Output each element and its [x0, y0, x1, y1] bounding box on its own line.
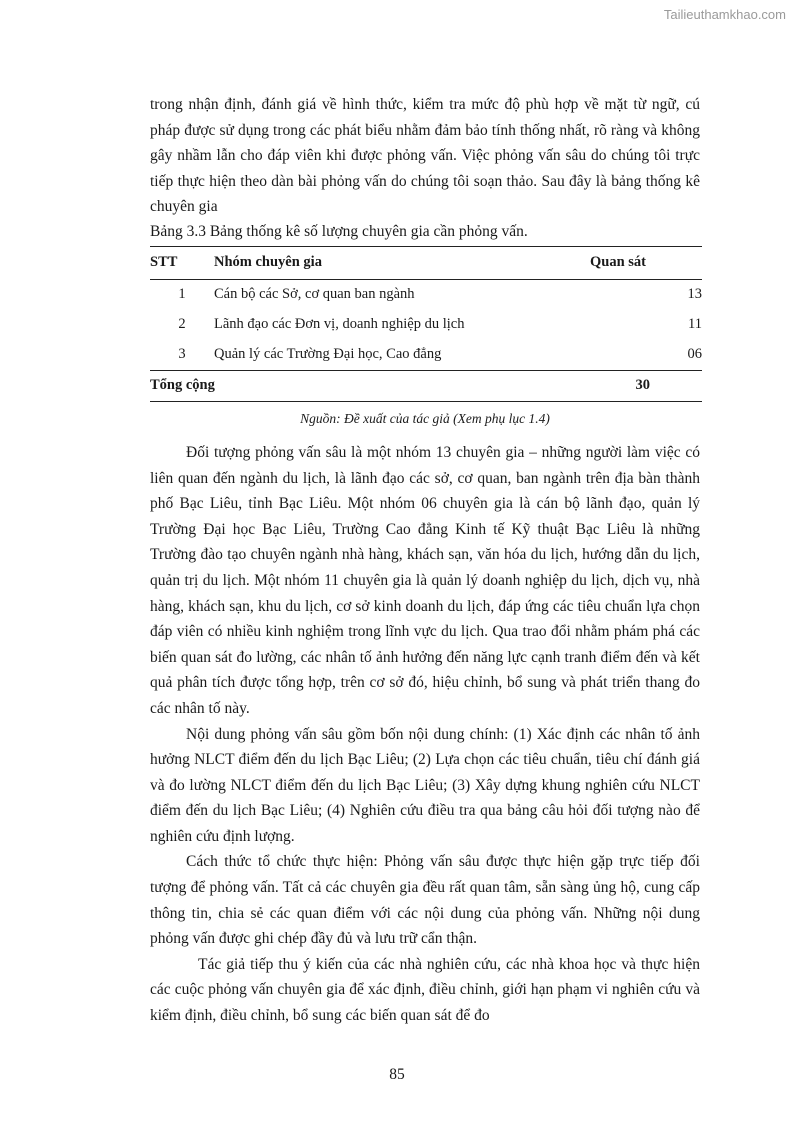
- row-group: Cán bộ các Sở, cơ quan ban ngành: [214, 286, 415, 303]
- row-stt: 2: [178, 316, 186, 333]
- expert-statistics-table: [150, 246, 702, 402]
- row-count: 13: [687, 286, 702, 303]
- table-row: [150, 340, 702, 371]
- watermark: Tailieuthamkhao.com: [663, 7, 786, 22]
- paragraph-interviewees: Đối tượng phỏng vấn sâu là một nhóm 13 chuyên gia – những người làm việc có liên quan đến ngành du lịch, là lãnh đạo các sở, cơ quan, ban ngành trên địa bàn thành phố Bạc Liêu, tỉnh Bạc Liêu. Một nhóm 06 chuyên gia là cán bộ lãnh đạo, quản lý Trường Đại học Bạc Liêu, Trường Cao đẳng Kinh tế Kỹ thuật Bạc Liêu là những Trường đào tạo chuyên ngành nhà hàng, khách sạn, văn hóa du lịch, hướng dẫn du lịch, quản trị du lịch. Một nhóm 11 chuyên gia là quản lý doanh nghiệp du lịch, dịch vụ, nhà hàng, khách sạn, khu du lịch, cơ sở kinh doanh du lịch, đáp ứng các tiêu chuẩn lựa chọn đáp viên có nhiều kinh nghiệm trong lĩnh vực du lịch. Qua trao đổi nhằm phám phá các biến quan sát đo lường, các nhân tố ảnh hưởng đến năng lực cạnh tranh điểm đến và kết quả phân tích được tổng hợp, trên cơ sở đó, hiệu chỉnh, bổ sung và phát triển thang đo các nhân tố này.: [150, 443, 700, 717]
- paragraph-interview-content: Nội dung phỏng vấn sâu gồm bốn nội dung chính: (1) Xác định các nhân tố ảnh hưởng NLCT điểm đến du lịch Bạc Liêu; (2) Lựa chọn các tiêu chuẩn, tiêu chí đánh giá và đo lường NLCT điểm đến du lịch Bạc Liêu; (3) Xây dựng khung nghiên cứu NLCT điểm đến du lịch Bạc Liêu; (4) Nghiên cứu điều tra qua bảng câu hỏi đối tượng nào để nghiên cứu định lượng.: [150, 725, 700, 845]
- table-row: [150, 310, 702, 340]
- header-count: Quan sát: [590, 254, 647, 271]
- row-count: 11: [688, 316, 702, 333]
- table-source-note: Nguồn: Đề xuất của tác giả (Xem phụ lục 1.4): [300, 410, 550, 426]
- table-row: [150, 279, 702, 310]
- table-header-row: [150, 246, 702, 279]
- table-caption: Bảng 3.3 Bảng thống kê số lượng chuyên gia cần phỏng vấn.: [150, 222, 528, 240]
- page-content: [150, 92, 700, 1029]
- total-label: Tổng cộng: [150, 377, 215, 394]
- paragraph-organization: Cách thức tổ chức thực hiện: Phỏng vấn sâu được thực hiện gặp trực tiếp đối tượng để phỏng vấn. Tất cả các chuyên gia đều rất quan tâm, sẵn sàng ủng hộ, cung cấp thông tin, chia sẻ các quan điểm với các nội dung của phỏng vấn. Những nội dung phỏng vấn được ghi chép đầy đủ và lưu trữ cẩn thận.: [150, 853, 700, 948]
- total-value: 30: [635, 377, 650, 394]
- page-number: 85: [389, 1066, 405, 1083]
- table-total-row: [150, 370, 702, 401]
- header-stt: STT: [150, 254, 178, 271]
- intro-paragraph: trong nhận định, đánh giá về hình thức, kiểm tra mức độ phù hợp về mặt từ ngữ, cú pháp được sử dụng trong các phát biểu nhằm đảm bảo tính thống nhất, rõ ràng và không gây nhầm lẫn cho đáp viên khi được phỏng vấn. Việc phỏng vấn sâu do chúng tôi trực tiếp thực hiện theo dàn bài phỏng vấn do chúng tôi soạn thảo. Sau đây là bảng thống kê chuyên gia: [150, 96, 700, 216]
- row-group: Quản lý các Trường Đại học, Cao đẳng: [214, 346, 442, 363]
- header-group: Nhóm chuyên gia: [214, 254, 322, 271]
- paragraph-author-feedback: Tác giả tiếp thu ý kiến của các nhà nghiên cứu, các nhà khoa học và thực hiện các cuộc phỏng vấn chuyên gia để xác định, điều chỉnh, giới hạn phạm vi nghiên cứu và kiểm định, điều chỉnh, bổ sung các biến quan sát để đo: [150, 955, 700, 1025]
- row-count: 06: [687, 346, 702, 363]
- row-stt: 1: [178, 286, 186, 303]
- row-stt: 3: [178, 346, 186, 363]
- row-group: Lãnh đạo các Đơn vị, doanh nghiệp du lịch: [214, 316, 465, 333]
